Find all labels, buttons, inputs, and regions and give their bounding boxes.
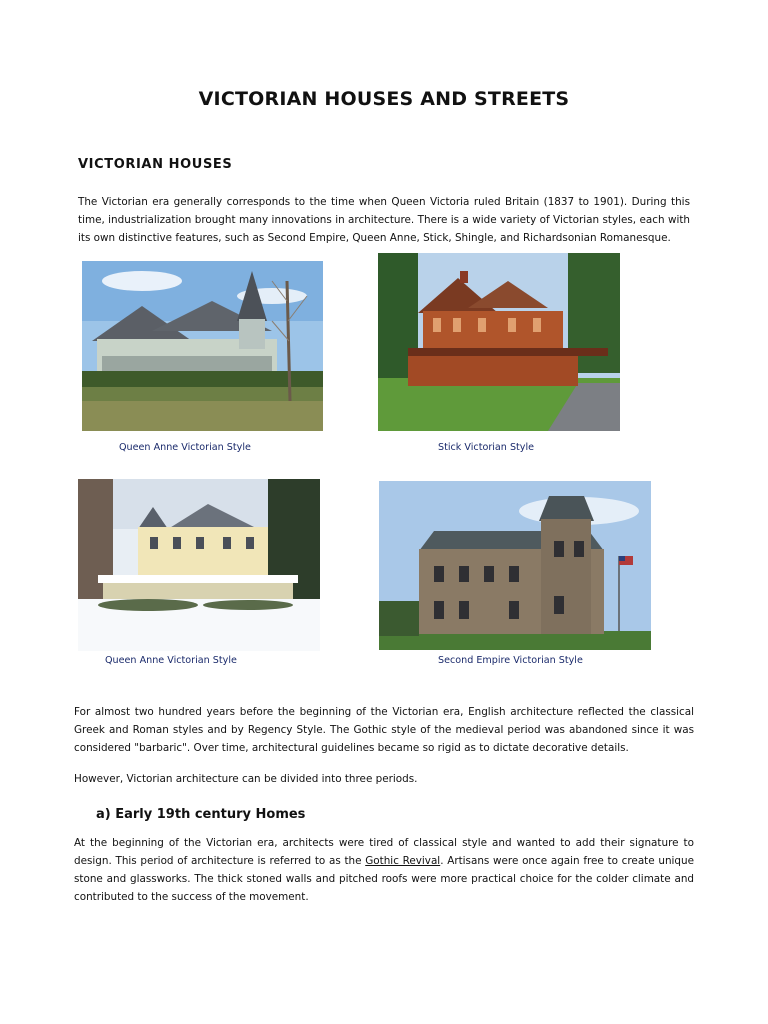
- page-title: VICTORIAN HOUSES AND STREETS: [198, 88, 570, 110]
- subheading-early-19th-century: a) Early 19th century Homes: [96, 807, 306, 822]
- paragraph-text-start: At the beginning of the Victorian era, architects were tired of classical style and wanted to add their signature to design. This period of architecture is referred to as the: [74, 837, 694, 867]
- queen-anne-snow-photo: [78, 479, 320, 651]
- second-empire-house-photo: [379, 481, 651, 650]
- intro-paragraph: The Victorian era generally corresponds to the time when Queen Victoria ruled Britain (1837 to 1901). During this time, industrialization brought many innovations in architecture. There is a wide variety of Victorian styles, each with its own distinctive features, such as Second Empire, Queen Anne, Stick, Shingle, and Richardsonian Romanesque.: [78, 196, 690, 244]
- caption-stick: Stick Victorian Style: [438, 442, 535, 453]
- caption-second-empire: Second Empire Victorian Style: [438, 655, 583, 666]
- section-heading: VICTORIAN HOUSES: [78, 157, 233, 172]
- paragraph-history: For almost two hundred years before the beginning of the Victorian era, English architecture reflected the classical Greek and Roman styles and by Regency Style. The Gothic style of the medieval period was abandoned since it was considered "barbaric". Over time, architectural guidelines became so rigid as to dictate decorative details.: [74, 706, 694, 754]
- paragraph-text-end: . Artisans were once again free to create unique stone and glassworks. The thick stoned walls and pitched roofs were more practical choice for the colder climate and contributed to the success of the movement.: [74, 855, 694, 903]
- paragraph-gothic-revival: [74, 834, 694, 906]
- caption-queen-anne-1: Queen Anne Victorian Style: [119, 442, 251, 453]
- queen-anne-house-photo: [82, 261, 323, 431]
- paragraph-periods: However, Victorian architecture can be divided into three periods.: [74, 773, 418, 785]
- caption-queen-anne-2: Queen Anne Victorian Style: [105, 655, 237, 666]
- stick-style-house-photo: [378, 253, 620, 431]
- gothic-revival-link[interactable]: Gothic Revival: [365, 855, 441, 867]
